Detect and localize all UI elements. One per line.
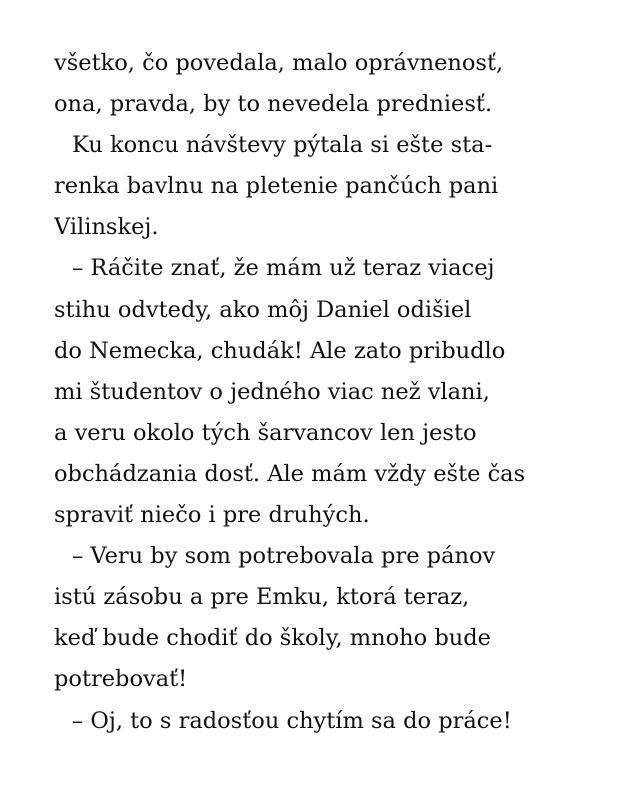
text-line: do Nemecka, chudák! Ale zato pribudlo	[54, 337, 506, 364]
text-line: stihu odvtedy, ako môj Daniel odišiel	[54, 296, 472, 323]
text-line: všetko, čo povedala, malo oprávnenosť,	[54, 50, 504, 76]
text-line: istú zásobu a pre Emku, ktorá teraz,	[54, 584, 470, 611]
text-line: obchádzania dosť. Ale mám vždy ešte čas	[54, 460, 526, 487]
text-line: renka bavlnu na pletenie pančúch pani	[54, 173, 499, 200]
text-line: keď bude chodiť do školy, mnoho bude	[54, 625, 491, 652]
text-line: Vilinskej.	[54, 214, 159, 241]
text-line: potrebovať!	[54, 666, 188, 693]
text-line: mi študentov o jedného viac než vlani,	[54, 378, 490, 405]
text-block	[54, 43, 590, 742]
text-line: ona, pravda, by to nevedela predniesť.	[54, 91, 493, 118]
text-line: spraviť niečo i pre druhých.	[54, 502, 370, 529]
text-line: – Oj, to s radosťou chytím sa do práce!	[72, 707, 512, 734]
text-line: – Veru by som potrebovala pre pánov	[72, 543, 496, 570]
text-line: a veru okolo tých šarvancov len jesto	[54, 419, 477, 446]
text-line: Ku koncu návštevy pýtala si ešte sta-	[72, 132, 493, 159]
text-line: – Ráčite znať, že mám už teraz viacej	[72, 255, 495, 282]
